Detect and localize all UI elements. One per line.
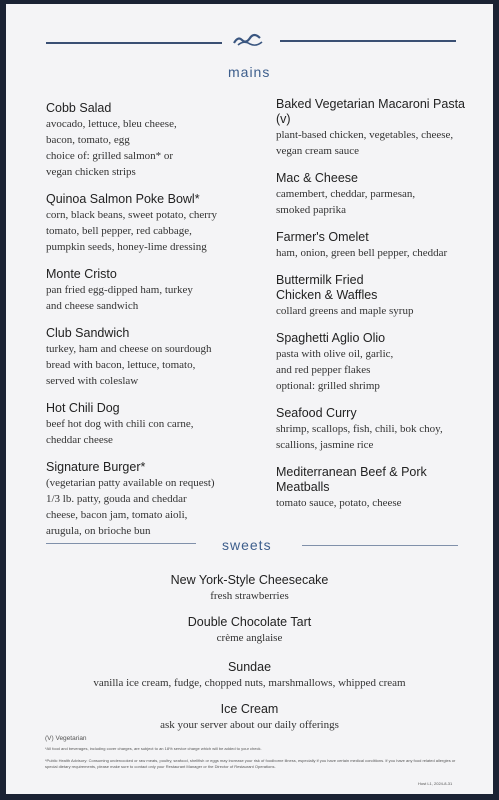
menu-item-name: Farmer's Omelet — [276, 230, 369, 244]
menu-item-description: camembert, cheddar, parmesan, — [276, 188, 416, 200]
menu-item — [46, 101, 266, 180]
menu-item-description: choice of: grilled salmon* or — [46, 150, 174, 162]
sweet-item — [0, 702, 499, 733]
menu-item-description: and cheese sandwich — [46, 300, 139, 312]
menu-item-name: Quinoa Salmon Poke Bowl* — [46, 192, 200, 206]
top-rule-right — [280, 40, 456, 42]
sweet-item-name: New York-Style Cheesecake — [170, 573, 329, 587]
menu-item — [46, 326, 266, 389]
sweet-item — [0, 573, 499, 604]
menu-code: Host L1, 2024-8-31 — [418, 781, 453, 786]
sweets-rule-right — [302, 545, 458, 546]
menu-item-description: beef hot dog with chili con carne, — [46, 418, 194, 430]
menu-item-description: shrimp, scallops, fish, chili, bok choy, — [276, 423, 443, 435]
sweet-item — [0, 660, 499, 691]
menu-item — [276, 273, 481, 319]
menu-item-description: plant-based chicken, vegetables, cheese, — [276, 129, 454, 141]
menu-item-description: pumpkin seeds, honey-lime dressing — [46, 241, 207, 253]
menu-item-description: vegan cream sauce — [276, 145, 360, 157]
menu-item-name: Signature Burger* — [46, 460, 146, 474]
menu-item-description: pasta with olive oil, garlic, — [276, 348, 394, 360]
menu-item-name: Mediterranean Beef & Pork Meatballs — [276, 465, 427, 494]
mains-title: mains — [228, 64, 271, 80]
menu-item-description: avocado, lettuce, bleu cheese, — [46, 118, 177, 130]
menu-item — [276, 97, 481, 159]
menu-item-description: cheddar cheese — [46, 434, 113, 446]
menu-item-description: ham, onion, green bell pepper, cheddar — [276, 247, 448, 259]
menu-item — [276, 171, 481, 218]
sweet-item-description: vanilla ice cream, fudge, chopped nuts, marshmallows, whipped cream — [93, 677, 406, 689]
menu-item-description: corn, black beans, sweet potato, cherry — [46, 209, 218, 221]
menu-item-name: Hot Chili Dog — [46, 401, 120, 415]
menu-item-name: Cobb Salad — [46, 101, 112, 115]
menu-item-description: tomato, bell pepper, red cabbage, — [46, 225, 192, 237]
menu-item-description: optional: grilled shrimp — [276, 380, 380, 392]
menu-item-description: bacon, tomato, egg — [46, 134, 130, 146]
menu-item-description: arugula, on brioche bun — [46, 525, 151, 537]
menu-item — [276, 331, 481, 394]
sweet-item-name: Sundae — [227, 660, 272, 674]
menu-item-description: 1/3 lb. patty, gouda and cheddar — [46, 493, 187, 505]
menu-item — [276, 465, 481, 511]
top-rule-left — [46, 42, 222, 44]
menu-item — [46, 192, 266, 255]
menu-item — [46, 460, 266, 539]
menu-item-description: tomato sauce, potato, cheese — [276, 497, 402, 509]
sweet-item — [0, 615, 499, 646]
cruise-line-wave-logo-icon — [230, 33, 266, 47]
menu-item-description: turkey, ham and cheese on sourdough — [46, 343, 212, 355]
sweets-rule-left — [46, 543, 196, 544]
menu-item-name: Spaghetti Aglio Olio — [276, 331, 386, 345]
menu-item-description: bread with bacon, lettuce, tomato, — [46, 359, 196, 371]
sweets-title: sweets — [222, 537, 272, 553]
menu-item-description: scallions, jasmine rice — [276, 439, 374, 451]
menu-item-description: smoked paprika — [276, 204, 346, 216]
menu-item-description: (vegetarian patty available on request) — [46, 477, 215, 489]
sweet-item-description: crème anglaise — [216, 632, 283, 644]
sweet-item-name: Ice Cream — [220, 702, 279, 716]
menu-item-description: pan fried egg-dipped ham, turkey — [46, 284, 193, 296]
sweet-item-description: fresh strawberries — [210, 590, 289, 602]
menu-item — [276, 230, 481, 261]
public-health-advisory: *Public Health Advisory: Consuming undercooked or raw meats, poultry, seafood, shellfish or eggs may increase your risk of foodborne illness, especially if you have certain medical conditions. If you have any food related allergies or special dietary requirements, please make sure to contact only your Restaurant Manager or the Director of Restaurant Operations. — [45, 758, 456, 769]
menu-item-description: cheese, bacon jam, tomato aioli, — [46, 509, 188, 521]
sweet-item-description: ask your server about our daily offerings — [160, 719, 339, 731]
menu-item — [46, 267, 266, 314]
menu-item-name: Monte Cristo — [46, 267, 117, 281]
menu-item-name: Mac & Cheese — [276, 171, 358, 185]
menu-item-name: Baked Vegetarian Macaroni Pasta (v) — [276, 97, 466, 126]
menu-item-name: Buttermilk Fried Chicken & Waffles — [276, 273, 378, 302]
menu-item-name: Seafood Curry — [276, 406, 357, 420]
menu-item — [276, 406, 481, 453]
menu-item — [46, 401, 266, 448]
menu-item-description: vegan chicken strips — [46, 166, 136, 178]
menu-item-name: Club Sandwich — [46, 326, 130, 340]
mains-left-column — [46, 101, 266, 551]
menu-item-description: served with coleslaw — [46, 375, 139, 387]
service-charge-note: *All food and beverages, including cover charges, are subject to an 18% service charge which will be added to your check. — [45, 746, 262, 751]
menu-item-description: collard greens and maple syrup — [276, 305, 414, 317]
wave-logo-icon — [230, 33, 266, 47]
vegetarian-note: (V) Vegetarian — [45, 735, 87, 742]
menu-item-description: and red pepper flakes — [276, 364, 371, 376]
sweet-item-name: Double Chocolate Tart — [187, 615, 312, 629]
mains-right-column — [276, 97, 481, 523]
